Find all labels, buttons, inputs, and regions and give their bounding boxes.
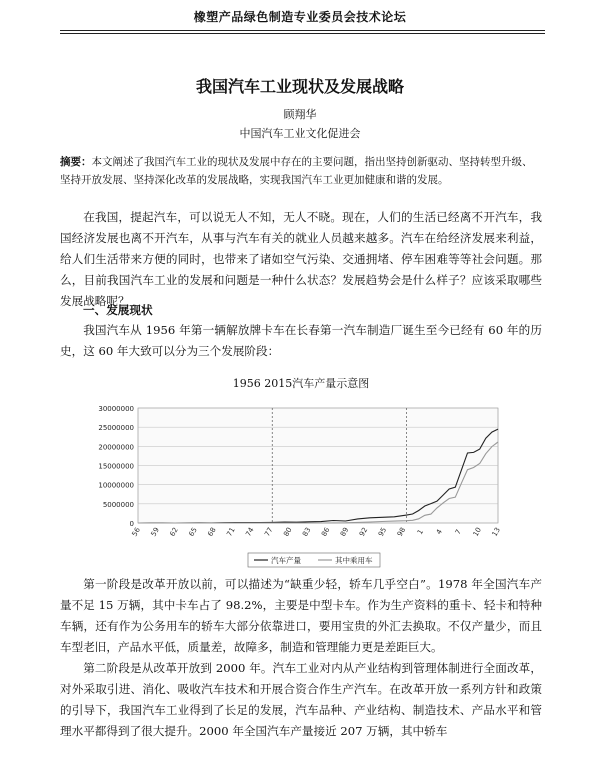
abstract — [60, 153, 542, 189]
x-tick-label: 83 — [301, 526, 313, 538]
section-heading: 一、发展现状 — [83, 303, 153, 317]
x-tick-label: 65 — [187, 526, 199, 538]
x-tick-label: 56 — [130, 526, 142, 538]
author-name: 顾翔华 — [283, 108, 317, 121]
header-rule — [60, 30, 545, 31]
x-tick-label: 71 — [225, 526, 237, 538]
abstract-text: 本文阐述了我国汽车工业的现状及发展中存在的主要问题，指出坚持创新驱动、坚持转型升级、坚持开放发展、坚持深化改革的发展战略，实现我国汽车工业更加健康和谐的发展。 — [60, 156, 533, 186]
x-tick-label: 80 — [282, 526, 294, 538]
header-rule-thin — [60, 33, 545, 34]
section1-paragraph: 我国汽车从 1956 年第一辆解放牌卡车在长春第一汽车制造厂诞生至今已经有 60 年的历史，这 60 年大致可以分为三个发展阶段： — [60, 323, 542, 358]
y-tick-label: 5000000 — [102, 500, 134, 509]
x-tick-label: 68 — [206, 526, 218, 538]
paper-title: 我国汽车工业现状及发展战略 — [195, 77, 404, 96]
x-tick-label: 59 — [149, 526, 161, 538]
x-tick-label: 74 — [244, 526, 256, 538]
y-tick-label: 20000000 — [98, 443, 134, 452]
legend-label: 汽车产量 — [271, 556, 301, 565]
x-tick-label: 4 — [434, 528, 445, 536]
x-tick-label: 92 — [357, 526, 370, 538]
stage2-paragraph: 第二阶段是从改革开放到 2000 年。汽车工业对内从产业结构到管理体制进行全面改革，对外采取引进、消化、吸收汽车技术和开展合资合作生产汽车。在改革开放一系列方针和政策的引导下，我国汽车工业得到了长足的发展，汽车品种、产业结构、制造技术、产品水平和管理水平都得到了很大提升。2000 年全国汽车产量接近 207 万辆，其中轿车 — [60, 661, 542, 738]
x-tick-label: 1 — [415, 528, 426, 536]
x-tick-label: 62 — [168, 526, 180, 538]
x-tick-label: 86 — [320, 526, 332, 538]
stage1-paragraph: 第一阶段是改革开放以前，可以描述为“缺重少轻，轿车几乎空白”。1978 年全国汽车产量不足 15 万辆，其中卡车占了 98.2%，主要是中型卡车。作为生产资料的重卡、轻卡和特种车辆，还有作为公务用车的轿车大部分依靠进口，要用宝贵的外汇去换取。不仅产量少，而且车型老旧，产品水平低，质量差，故障多，制造和管理能力更是差距巨大。 — [60, 577, 542, 654]
y-tick-label: 25000000 — [98, 424, 134, 433]
x-tick-label: 10 — [471, 526, 484, 538]
journal-header: 橡塑产品绿色制造专业委员会技术论坛 — [193, 10, 407, 24]
author-organization: 中国汽车工业文化促进会 — [239, 127, 361, 140]
x-tick-label: 98 — [395, 526, 408, 538]
y-tick-label: 10000000 — [98, 481, 134, 490]
y-tick-label: 0 — [129, 520, 134, 528]
y-tick-label: 15000000 — [98, 462, 134, 471]
chart-title: 1956 2015汽车产量示意图 — [232, 377, 370, 390]
x-tick-label: 95 — [376, 526, 389, 538]
production-chart — [90, 395, 510, 575]
intro-paragraph: 在我国，提起汽车，可以说无人不知，无人不晓。现在，人们的生活已经离不开汽车，我国经济发展也离不开汽车，从事与汽车有关的就业人员越来越多。汽车在给经济发展来利益，给人们生活带来方便的同时，也带来了诸如空气污染、交通拥堵、停车困难等等社会问题。那么，目前我国汽车工业的发展和问题是一种什么状态？发展趋势会是什么样子？应该采取哪些发展战略呢？ — [60, 210, 542, 308]
y-tick-label: 30000000 — [98, 405, 134, 413]
x-tick-label: 77 — [263, 526, 275, 538]
x-tick-label: 13 — [490, 526, 502, 538]
abstract-label: 摘要： — [60, 156, 92, 168]
legend-label: 其中乘用车 — [335, 556, 373, 565]
x-tick-label: 7 — [453, 528, 463, 536]
x-tick-label: 89 — [338, 526, 351, 538]
